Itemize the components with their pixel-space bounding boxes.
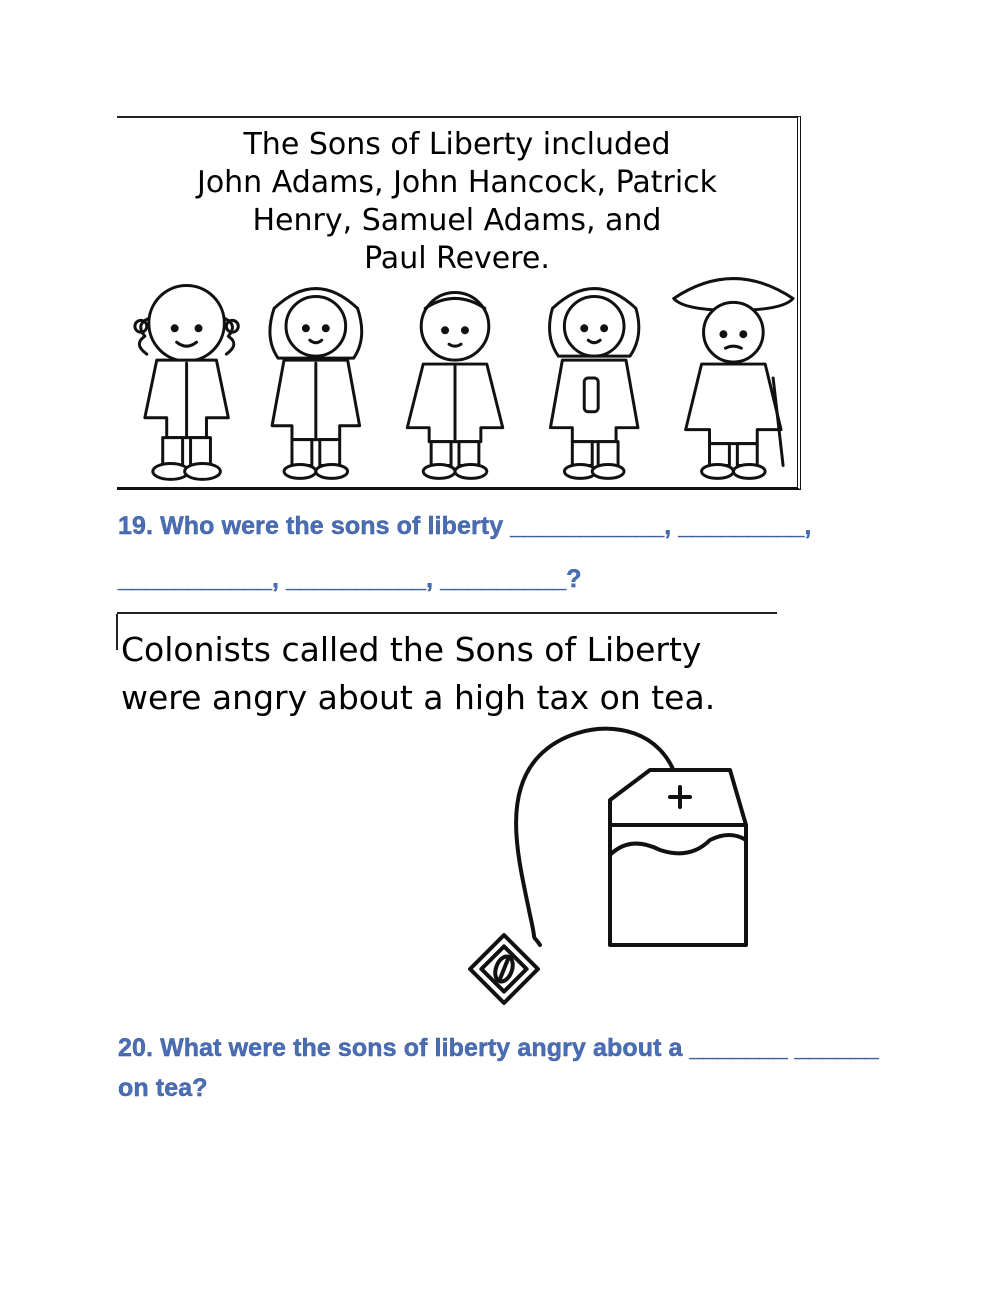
caption-line: Paul Revere. — [364, 241, 550, 276]
question-20-line-2-wrap — [118, 1074, 208, 1103]
caption-line: Colonists called the Sons of Liberty — [121, 630, 702, 669]
tea-tax-panel — [117, 612, 777, 717]
question-20-line-2: on tea? — [118, 1074, 208, 1102]
caption-line: The Sons of Liberty included — [243, 127, 671, 162]
question-19-blanks — [118, 565, 582, 594]
panel-caption — [121, 626, 715, 722]
tea-bag-icon — [460, 715, 760, 1015]
question-19-line-1: 19. Who were the sons of liberty ___________, _________, — [118, 512, 812, 540]
caption-line: Henry, Samuel Adams, and — [252, 203, 662, 238]
panel-border — [116, 614, 118, 650]
panel-caption — [117, 126, 797, 278]
caption-line: John Adams, John Hancock, Patrick — [196, 165, 718, 200]
colonist-figure-john-adams — [135, 286, 238, 480]
question-20 — [118, 1034, 879, 1063]
sons-of-liberty-panel — [117, 116, 801, 490]
colonist-figure-samuel-adams — [550, 289, 639, 479]
colonist-figure-john-hancock — [270, 289, 362, 479]
question-19-line-2: ___________, __________, _________? — [118, 565, 582, 593]
caption-line: were angry about a high tax on tea. — [121, 678, 716, 717]
colonist-figure-paul-revere — [674, 279, 793, 479]
colonist-figures — [117, 268, 797, 482]
question-20-line-1: 20. What were the sons of liberty angry about a _______ ______ — [118, 1034, 879, 1062]
colonist-figure-patrick-henry — [407, 292, 502, 478]
question-19 — [118, 512, 811, 541]
